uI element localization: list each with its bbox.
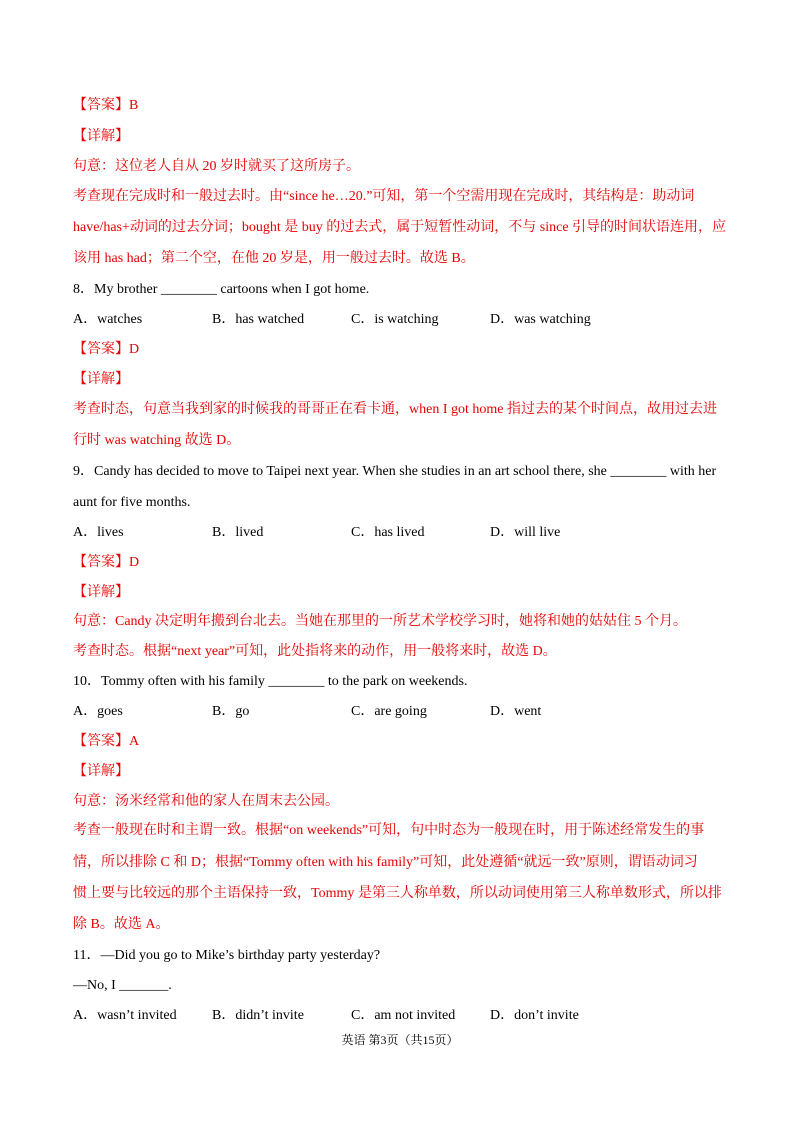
option-c: C．am not invited: [351, 1008, 456, 1023]
question-9-cont: aunt for five months.: [73, 495, 191, 510]
explanation-line: 句意：汤米经常和他的家人在周末去公园。: [73, 794, 339, 809]
option-d: D．was watching: [490, 312, 591, 327]
option-d: D．will live: [490, 525, 561, 540]
option-a: A．goes: [73, 704, 123, 719]
answer-label: 【答案】D: [73, 342, 140, 357]
explanation-line: 考查一般现在时和主谓一致。根据“on weekends”可知，句中时态为一般现在时，用于陈述经常发生的事: [73, 823, 705, 838]
option-a: A．lives: [73, 525, 124, 540]
explanation-line: 考查时态，句意当我到家的时候我的哥哥正在看卡通，when I got home 指过去的某个时间点，故用过去进: [73, 402, 717, 417]
option-d: D．don’t invite: [490, 1008, 579, 1023]
page-footer: 英语 第3页（共15页）: [341, 1033, 459, 1047]
explanation-line: 行时 was watching 故选 D。: [73, 433, 241, 448]
detail-label: 【详解】: [73, 764, 129, 779]
question-9: 9．Candy has decided to move to Taipei next year. When she studies in an art school there, she ________ with her: [73, 464, 717, 479]
detail-label: 【详解】: [73, 372, 129, 387]
explanation-line: 考查现在完成时和一般过去时。由“since he…20.”可知，第一个空需用现在完成时，其结构是：助动词: [73, 189, 695, 204]
answer-label: 【答案】B: [73, 98, 139, 113]
explanation-line: 惯上要与比较远的那个主语保持一致，Tommy 是第三人称单数，所以动词使用第三人称单数形式，所以排: [73, 886, 722, 901]
explanation-line: 该用 has had；第二个空，在他 20 岁是，用一般过去时。故选 B。: [73, 251, 475, 266]
explanation-line: 情，所以排除 C 和 D；根据“Tommy often with his family”可知，此处遵循“就远一致”原则，谓语动词习: [73, 855, 698, 870]
option-b: B．has watched: [212, 312, 305, 327]
question-8: 8．My brother ________ cartoons when I got home.: [73, 282, 370, 297]
explanation-line: 句意：这位老人自从 20 岁时就买了这所房子。: [73, 159, 360, 174]
option-c: C．are going: [351, 704, 427, 719]
answer-label: 【答案】D: [73, 555, 140, 570]
explanation-line: 考查时态。根据“next year”可知，此处指将来的动作，用一般将来时，故选 D。: [73, 644, 557, 659]
option-b: B．didn’t invite: [212, 1008, 304, 1023]
option-a: A．watches: [73, 312, 143, 327]
detail-label: 【详解】: [73, 585, 129, 600]
explanation-line: 句意：Candy 决定明年搬到台北去。当她在那里的一所艺术学校学习时，她将和她的姑姑住 5 个月。: [73, 614, 688, 629]
detail-label: 【详解】: [73, 129, 129, 144]
option-c: C．is watching: [351, 312, 439, 327]
answer-label: 【答案】A: [73, 734, 140, 749]
explanation-line: have/has+动词的过去分词；bought 是 buy 的过去式，属于短暂性动词，不与 since 引导的时间状语连用，应: [73, 220, 727, 235]
option-b: B．go: [212, 704, 250, 719]
option-c: C．has lived: [351, 525, 425, 540]
option-a: A．wasn’t invited: [73, 1008, 177, 1023]
option-b: B．lived: [212, 525, 264, 540]
option-d: D．went: [490, 704, 542, 719]
explanation-line: 除 B。故选 A。: [73, 917, 170, 932]
question-11-cont: —No, I _______.: [73, 978, 172, 993]
question-11: 11．—Did you go to Mike’s birthday party yesterday?: [73, 948, 381, 963]
question-10: 10．Tommy often with his family ________ to the park on weekends.: [73, 674, 468, 689]
